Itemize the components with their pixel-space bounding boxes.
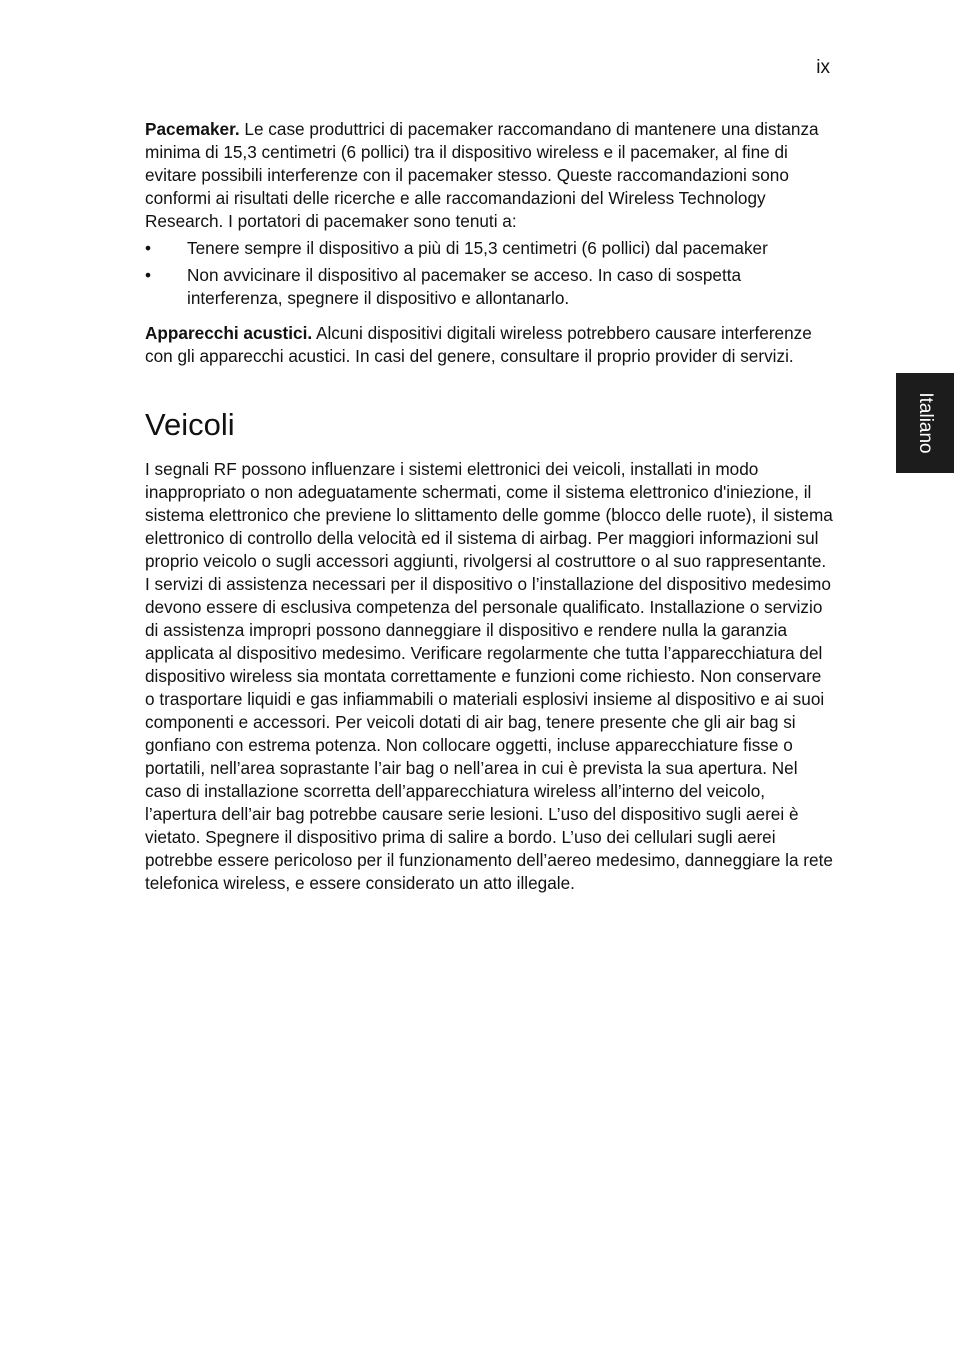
pacemaker-paragraph [145,118,835,233]
hearing-aids-heading: Apparecchi acustici. [145,323,313,343]
list-item [145,237,835,260]
vehicles-paragraph: I segnali RF possono influenzare i sistemi elettronici dei veicoli, installati in modo inappropriato o non adeguatamente schermati, come il sistema elettronico d'iniezione, il sistema elettronico che previene lo slittamento delle gomme (blocco delle ruote), il sistema elettronico di controllo della velocità ed il sistema di airbag. Per maggiori informazioni sul proprio veicolo o sugli accessori aggiunti, rivolgersi al costruttore o al suo rappresentante. I servizi di assistenza necessari per il dispositivo o l’installazione del dispositivo medesimo devono essere di esclusiva competenza del personale qualificato. Installazione o servizio di assistenza impropri possono danneggiare il dispositivo e rendere nulla la garanzia applicata al dispositivo medesimo. Verificare regolarmente che tutta l’apparecchiatura del dispositivo wireless sia montata correttamente e funzioni come richiesto. Non conservare o trasportare liquidi e gas infiammabili o materiali esplosivi insieme al dispositivo e ai suoi componenti e accessori. Per veicoli dotati di air bag, tenere presente che gli air bag si gonfiano con estrema potenza. Non collocare oggetti, incluse apparecchiature fisse o portatili, nell’area soprastante l’air bag o nell’area in cui è prevista la sua apertura. Nel caso di installazione scorretta dell’apparecchiatura wireless all’interno del veicolo, l’apertura dell’air bag potrebbe causare serie lesioni. L’uso del dispositivo sugli aerei è vietato. Spegnere il dispositivo prima di salire a bordo. L’uso dei cellulari sugli aerei potrebbe essere pericoloso per il funzionamento dell’aereo medesimo, danneggiare la rete telefonica wireless, e essere considerato un atto illegale. [145,459,833,893]
pacemaker-text: Le case produttrici di pacemaker raccomandano di mantenere una distanza minima di 15,3 centimetri (6 pollici) tra il dispositivo wireless e il pacemaker, al fine di evitare possibili interferenze con il pacemaker stesso. Queste raccomandazioni sono conformi ai risultati delle ricerche e alle raccomandazioni del Wireless Technology Research. I portatori di pacemaker sono tenuti a: [145,119,819,231]
bullet-text: Tenere sempre il dispositivo a più di 15,3 centimetri (6 pollici) dal pacemaker [187,238,768,258]
hearing-aids-text: Alcuni dispositivi digitali wireless potrebbero causare interferenze con gli apparecchi acustici. In casi del genere, consultare il proprio provider di servizi. [145,323,812,366]
bullet-text: Non avvicinare il dispositivo al pacemaker se acceso. In caso di sospetta interferenza, spegnere il dispositivo e allontanarlo. [187,265,742,308]
bullet-icon: • [145,238,152,258]
language-tab [896,373,954,473]
page-content [145,118,835,895]
list-item [145,264,835,310]
language-tab-label: Italiano [915,392,936,454]
bullet-icon: • [145,265,152,285]
hearing-aids-paragraph [145,322,835,368]
section-title: Veicoli [145,407,235,442]
pacemaker-heading: Pacemaker. [145,119,240,139]
pacemaker-bullet-list [145,237,835,310]
page-number: ix [816,57,830,78]
